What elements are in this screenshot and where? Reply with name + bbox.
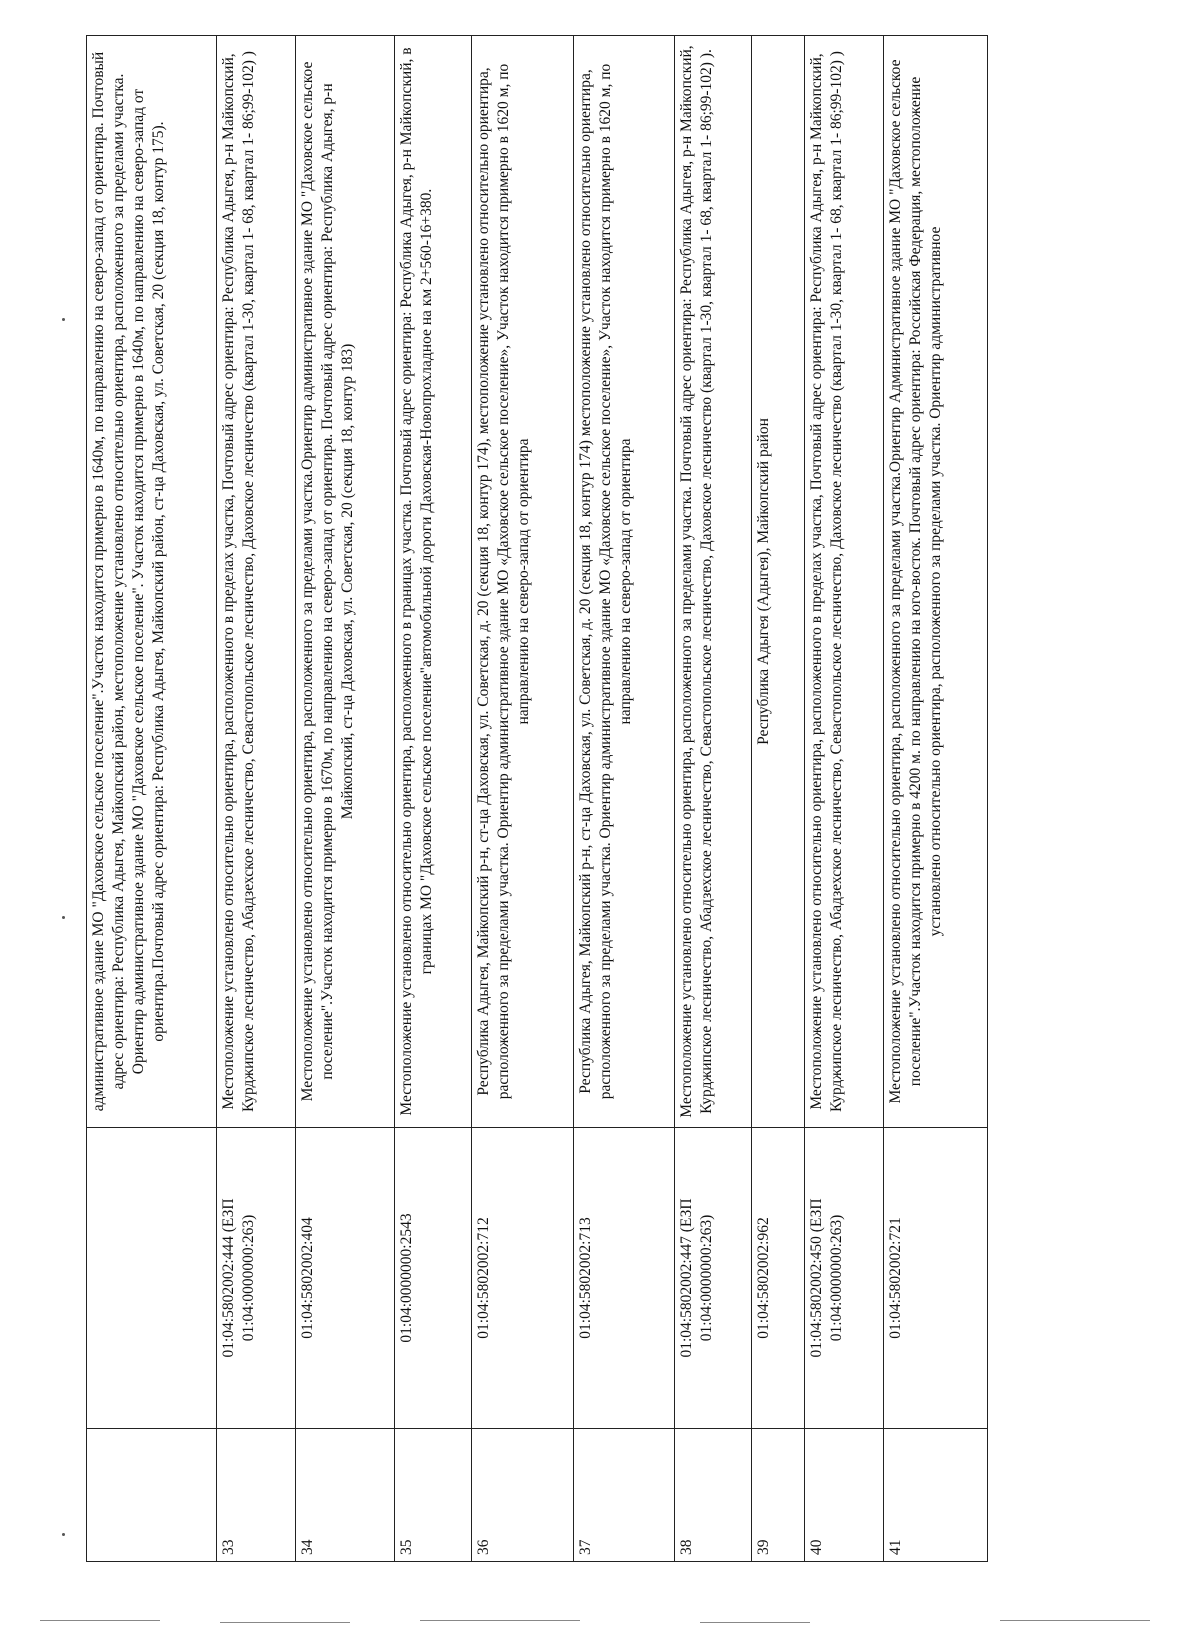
location-description: Местоположение установлено относительно ориентира, расположенного за пределами участка.Ориентир административное здание МО "Даховское сельское поселение".Участок находится примерно в 1670м, по направлению на северо-запад от ориентира. Почтовый адрес ориентира: Республика Адыгея, р-н Майкопский, ст-ца Даховская, ул. Советская, 20 (секция 18, контур 183) xyxy=(296,36,395,1128)
row-number: 41 xyxy=(884,1429,988,1562)
table-row xyxy=(216,36,295,1562)
scan-speck xyxy=(62,916,65,919)
row-number: 40 xyxy=(805,1429,884,1562)
row-number: 38 xyxy=(675,1429,752,1562)
row-number: 33 xyxy=(216,1429,295,1562)
location-description: Республика Адыгея, Майкопский р-н, ст-ца Даховская, ул. Советская, д. 20 (секция 18, контур 174), местоположение установлено относительно ориентира, расположенного за пределами участка. Ориентир административное здание МО «Даховское сельское поселение», Участок находится примерно в 1620 м, по направлению на северо-запад от ориентира xyxy=(472,36,573,1128)
location-description: Республика Адыгея (Адыгея), Майкопский район xyxy=(752,36,805,1128)
location-description: Местоположение установлено относительно ориентира, расположенного в границах участка. Почтовый адрес ориентира: Республика Адыгея, р-н Майкопский, в границах МО "Даховское сельское поселение"автомобильной дороги Даховская-Новопрохладное на км 2+560-16+380. xyxy=(395,36,472,1128)
cadastral-number: 01:04:5802002:450 (ЕЗП 01:04:0000000:263) xyxy=(805,1128,884,1429)
land-plots-table xyxy=(86,35,988,1562)
table-row xyxy=(884,36,988,1562)
cadastral-number: 01:04:5802002:713 xyxy=(573,1128,674,1429)
cadastral-number: 01:04:5802002:712 xyxy=(472,1128,573,1429)
scan-speck xyxy=(62,1533,65,1536)
cadastral-number: 01:04:5802002:404 xyxy=(296,1128,395,1429)
scan-edge-line xyxy=(220,1622,350,1623)
table-body xyxy=(87,36,988,1562)
row-number: 37 xyxy=(573,1429,674,1562)
cadastral-number: 01:04:5802002:721 xyxy=(884,1128,988,1429)
cadastral-number xyxy=(87,1128,217,1429)
location-description: административное здание МО "Даховское сельское поселение".Участок находится примерно в 1640м, по направлению на северо-запад от ориентира. Почтовый адрес ориентира: Республика Адыгея, Майкопский район, местоположение установлено относительно ориентира, расположенного за пределами участка. Ориентир административное здание МО "Даховское сельское поселение". Участок находится примерно в 1640м, по направлению на северо-запад от ориентира.Почтовый адрес ориентира: Республика Адыгея, Майкопский район, ст-ца Даховская, ул. Советская, 20 (секция 18, контур 175). xyxy=(87,36,217,1128)
scan-edge-line xyxy=(700,1622,810,1623)
table-row xyxy=(87,36,217,1562)
row-number: 34 xyxy=(296,1429,395,1562)
location-description: Республика Адыгея, Майкопский р-н, ст-ца Даховская, ул. Советская, д. 20 (секция 18, контур 174) местоположение установлено относительно ориентира, расположенного за пределами участка. Ориентир административное здание МО «Даховское сельское поселение», Участок находится примерно в 1620 м, по направлению на северо-запад от ориентира xyxy=(573,36,674,1128)
table-row xyxy=(472,36,573,1562)
location-description: Местоположение установлено относительно ориентира, расположенного за пределами участка. Почтовый адрес ориентира: Республика Адыгея, р-н Майкопский, Курджипское лесничество, Абадзехское лесничество, Севастопольское лесничество, Даховское лесничество (квартал 1-30, квартал 1- 68, квартал 1- 86;99-102) ). xyxy=(675,36,752,1128)
row-number: 39 xyxy=(752,1429,805,1562)
location-description: Местоположение установлено относительно ориентира, расположенного в пределах участка, Почтовый адрес ориентира: Республика Адыгея, р-н Майкопский, Курджипское лесничество, Абадзехское лесничество, Севастопольское лесничество, Даховское лесничество (квартал 1-30, квартал 1- 68, квартал 1- 86;99-102) ) xyxy=(805,36,884,1128)
row-number xyxy=(87,1429,217,1562)
rotated-page-content xyxy=(86,45,988,1562)
table-row xyxy=(805,36,884,1562)
scan-edge-line xyxy=(1000,1620,1150,1621)
cadastral-number: 01:04:0000000:2543 xyxy=(395,1128,472,1429)
scan-edge-line xyxy=(40,1620,160,1621)
location-description: Местоположение установлено относительно ориентира, расположенного в пределах участка, Почтовый адрес ориентира: Республика Адыгея, р-н Майкопский, Курджипское лесничество, Абадзехское лесничество, Севастопольское лесничество, Даховское лесничество (квартал 1-30, квартал 1- 68, квартал 1- 86;99-102) ) xyxy=(216,36,295,1128)
row-number: 36 xyxy=(472,1429,573,1562)
table-row xyxy=(573,36,674,1562)
cadastral-number: 01:04:5802002:444 (ЕЗП 01:04:0000000:263) xyxy=(216,1128,295,1429)
scan-speck xyxy=(62,318,65,321)
location-description: Местоположение установлено относительно ориентира, расположенного за пределами участка.Ориентир Административное здание МО "Даховское сельское поселение".Участок находится примерно в 4200 м. по направлению на юго-восток. Почтовый адрес ориентира: Российская Федерация, местоположение установлено относительно ориентира, расположенного за пределами участка. Ориентир административное xyxy=(884,36,988,1128)
table-row xyxy=(296,36,395,1562)
row-number: 35 xyxy=(395,1429,472,1562)
cadastral-number: 01:04:5802002:962 xyxy=(752,1128,805,1429)
cadastral-number: 01:04:5802002:447 (ЕЗП 01:04:0000000:263) xyxy=(675,1128,752,1429)
table-row xyxy=(395,36,472,1562)
table-row xyxy=(675,36,752,1562)
scan-edge-line xyxy=(420,1620,580,1621)
table-row xyxy=(752,36,805,1562)
